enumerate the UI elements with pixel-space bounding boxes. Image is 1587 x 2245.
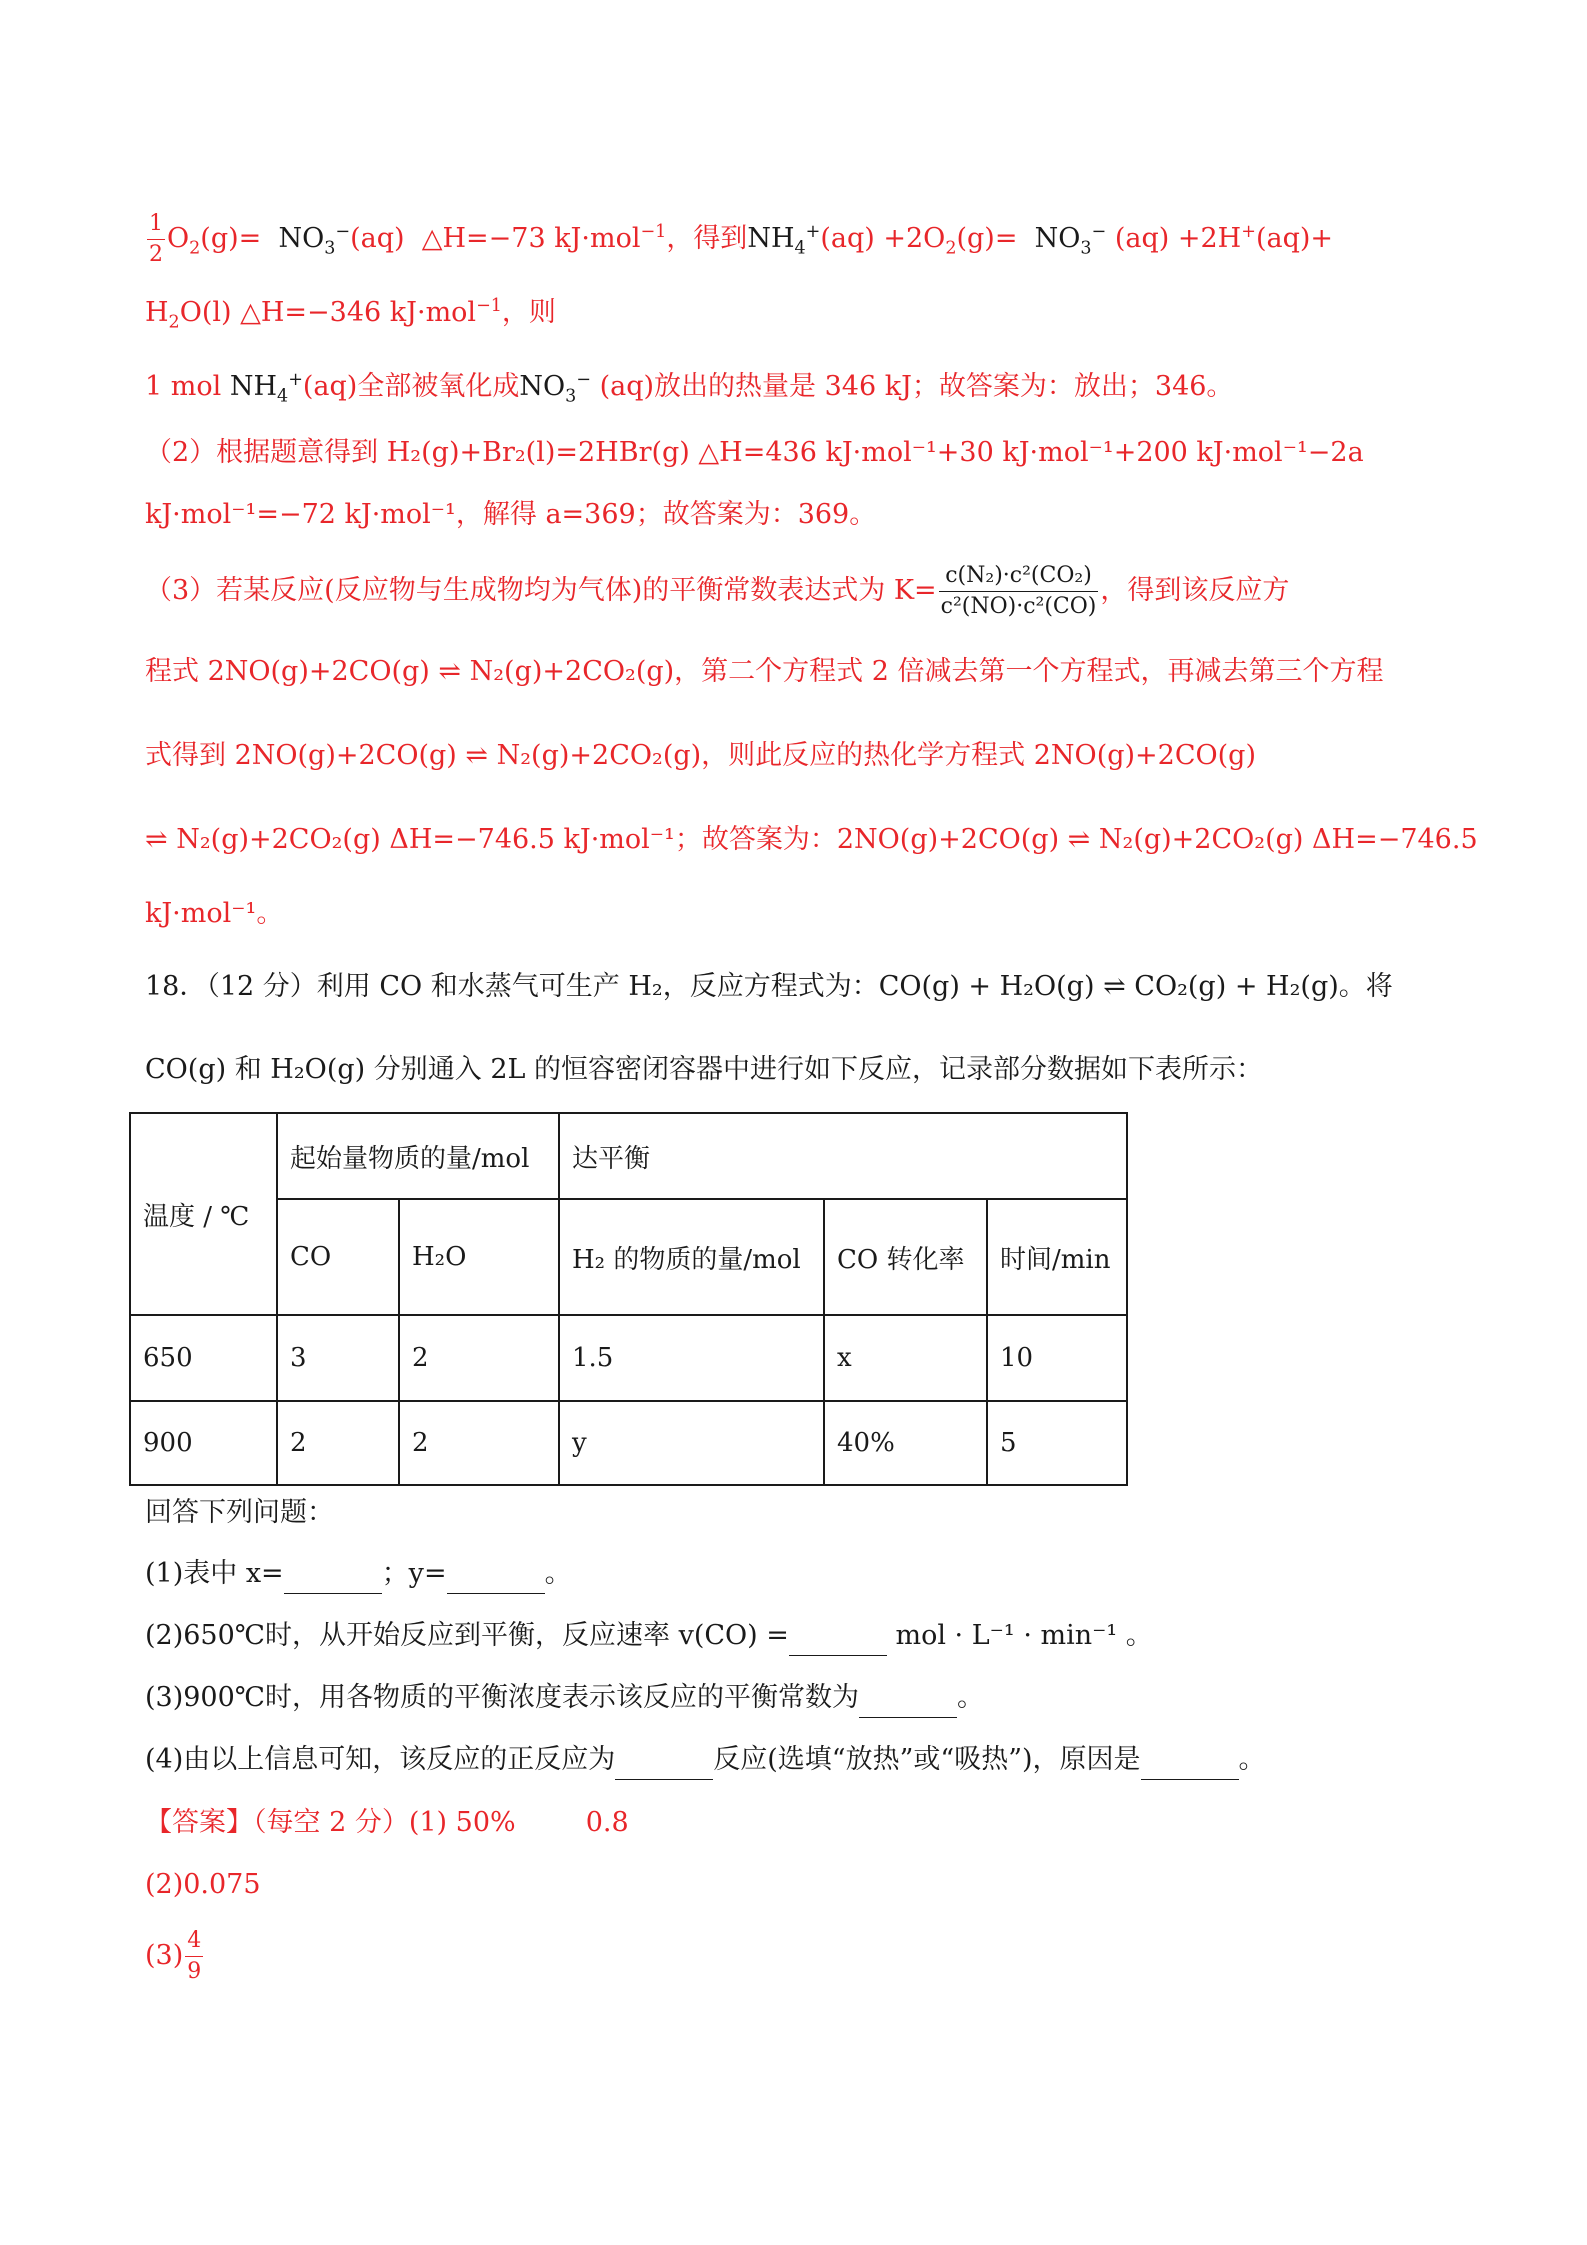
header-time: 时间/min	[987, 1199, 1127, 1315]
solution-line-4: （2）根据题意得到 H₂(g)+Br₂(l)=2HBr(g) △H=436 kJ·mol⁻¹+30 kJ·mol⁻¹+200 kJ·mol⁻¹−2a	[145, 437, 1364, 468]
table-row: 650 3 2 1.5 x 10	[130, 1315, 1127, 1401]
answer-line-1: 【答案】（每空 2 分）(1) 50% 0.8	[145, 1807, 629, 1838]
ammonium-ion: $NH_4^+$	[747, 222, 821, 259]
header-h2o: H₂O	[399, 1199, 559, 1315]
question-4: (4)由以上信息可知，该反应的正反应为 反应(选填“放热”或“吸热”)，原因是 。	[145, 1740, 1266, 1780]
answer-label: 【答案】	[145, 1807, 253, 1838]
solution-line-6: （3）若某反应(反应物与生成物均为气体)的平衡常数表达式为 K= $\frac{\text{c(N₂)·c²(CO₂)}}{\text{c²(NO)·c²(CO)}}$ ，得到该反应方	[145, 563, 1290, 619]
header-equilibrium: 达平衡	[559, 1113, 1127, 1199]
answer-blank-constant[interactable]	[859, 1687, 957, 1718]
nitrate-ion: $NO_3^-$	[519, 370, 591, 407]
question-2: (2)650℃时，从开始反应到平衡，反应速率 v(CO) = mol · L⁻¹ · min⁻¹ 。	[145, 1616, 1153, 1656]
nitrate-ion: $NO_3^-$	[278, 222, 351, 259]
answer-blank-reason[interactable]	[1141, 1749, 1239, 1780]
question-1: (1)表中 x= ；y= 。	[145, 1554, 572, 1594]
equilibrium-constant-fraction: $\frac{\text{c(N₂)·c²(CO₂)}}{\text{c²(NO)·c²(CO)}}$	[940, 563, 1097, 619]
header-co: CO	[277, 1199, 399, 1315]
solution-line-8: 式得到 2NO(g)+2CO(g) ⇌ N₂(g)+2CO₂(g)，则此反应的热化学方程式 2NO(g)+2CO(g)	[145, 740, 1256, 771]
nitrate-ion: $NO_3^-$	[1034, 222, 1107, 259]
answer-blank-rate[interactable]	[789, 1625, 887, 1656]
fraction-half: $\frac{1}{2}$	[149, 211, 163, 267]
header-start-amount: 起始量物质的量/mol	[277, 1113, 559, 1199]
answer-line-2: (2)0.075	[145, 1869, 261, 1900]
question-3: (3)900℃时，用各物质的平衡浓度表示该反应的平衡常数为 。	[145, 1678, 984, 1718]
table-subheader-row	[130, 1199, 1127, 1315]
answer-blank-y[interactable]	[447, 1563, 545, 1594]
data-table	[129, 1112, 1128, 1486]
solution-line-1: $\frac{1}{2}$ $O_2(g)= NO_3^-(aq)$ △H=−73 kJ·mol$^{-1}$，得到$NH_4^+(aq) +2O_2(g)= NO_3^-$ (aq) +2H+(aq)+	[149, 211, 1334, 267]
solution-line-2: $H_2O(l)$ △H=−346 kJ·mol$^{-1}$，则	[145, 296, 556, 333]
fraction-four-ninths: $\frac{4}{9}$	[187, 1928, 202, 1984]
answer-blank-x[interactable]	[284, 1563, 382, 1594]
solution-line-3: 1 mol $NH_4^+(aq)$全部被氧化成$NO_3^-$ (aq)放出的热量是 346 kJ；故答案为：放出；346。	[145, 370, 1234, 407]
solution-line-10: kJ·mol⁻¹。	[145, 898, 284, 929]
header-temperature: 温度 / ℃	[130, 1113, 277, 1315]
header-co-conversion: CO 转化率	[824, 1199, 987, 1315]
question-18-stem-1: 18．（12 分）利用 CO 和水蒸气可生产 H₂，反应方程式为：CO(g) + H₂O(g) ⇌ CO₂(g) + H₂(g)。将	[145, 971, 1393, 1002]
table-row: 900 2 2 y 40% 5	[130, 1401, 1127, 1485]
header-h2-amount: H₂ 的物质的量/mol	[559, 1199, 824, 1315]
ammonium-ion: $NH_4^+$	[229, 370, 303, 407]
solution-line-7: 程式 2NO(g)+2CO(g) ⇌ N₂(g)+2CO₂(g)，第二个方程式 2 倍减去第一个方程式，再减去第三个方程	[145, 656, 1384, 687]
table-header-row	[130, 1113, 1127, 1199]
question-18-stem-2: CO(g) 和 H₂O(g) 分别通入 2L 的恒容密闭容器中进行如下反应，记录部分数据如下表所示：	[145, 1054, 1264, 1085]
solution-line-9: ⇌ N₂(g)+2CO₂(g) ΔH=−746.5 kJ·mol⁻¹；故答案为：2NO(g)+2CO(g) ⇌ N₂(g)+2CO₂(g) ΔH=−746.5	[145, 824, 1478, 855]
solution-line-5: kJ·mol⁻¹=−72 kJ·mol⁻¹，解得 a=369；故答案为：369。	[145, 499, 877, 530]
answer-line-3: (3) $\frac{4}{9}$	[145, 1928, 202, 1984]
prompt-text: 回答下列问题：	[145, 1497, 334, 1528]
answer-blank-reaction-type[interactable]	[615, 1749, 713, 1780]
